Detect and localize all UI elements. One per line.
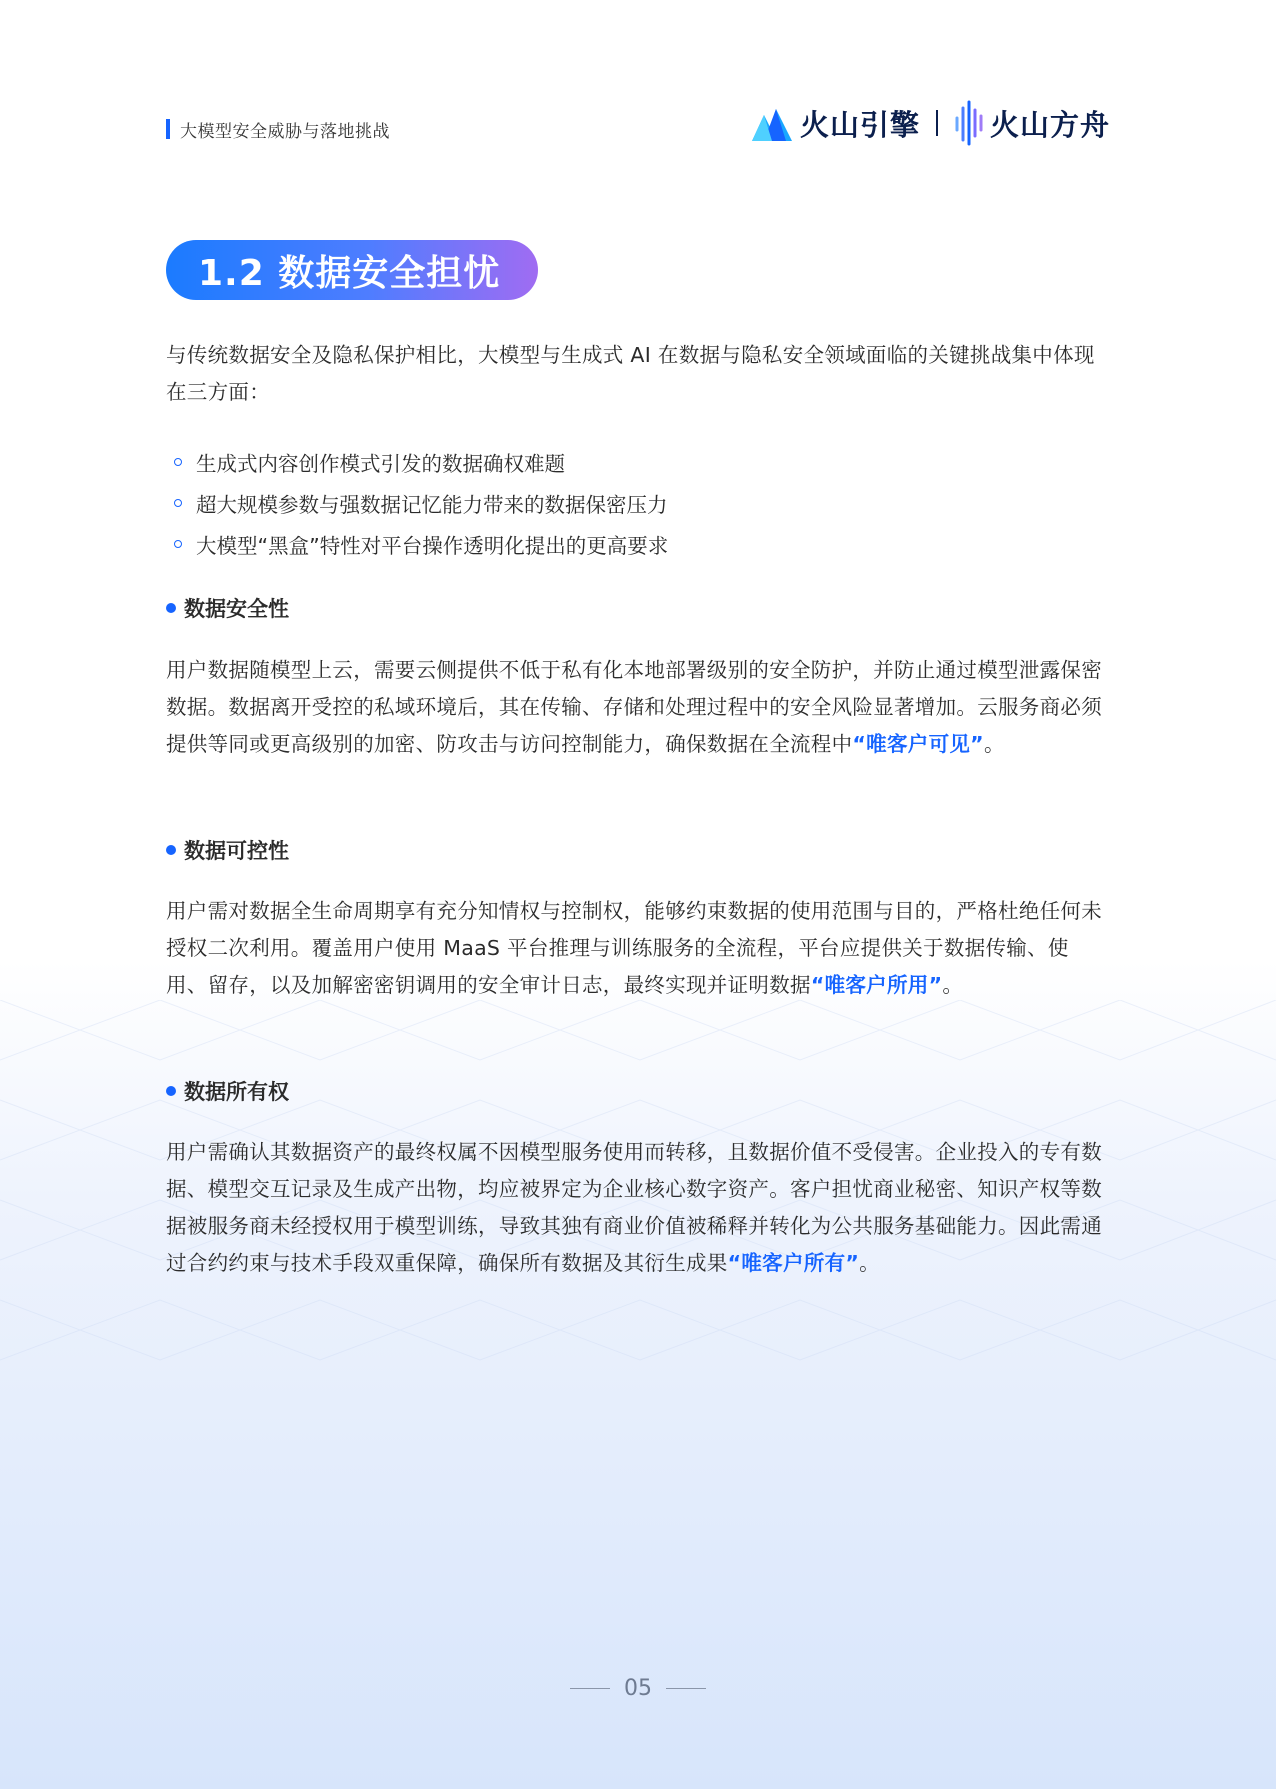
running-header-text: 大模型安全威胁与落地挑战 — [180, 121, 390, 142]
page-number: 05 — [624, 1676, 652, 1701]
page-footer — [0, 1676, 1276, 1701]
list-item — [174, 441, 1074, 482]
subsection-heading-text: 数据所有权 — [184, 1080, 289, 1104]
body-text: 用户需对数据全生命周期享有充分知情权与控制权，能够约束数据的使用范围与目的，严格杜绝任何未授权二次利用。覆盖用户使用 MaaS 平台推理与训练服务的全流程，平台应提供关于数据传输、使用、留存，以及加解密密钥调用的安全审计日志，最终实现并证明数据 — [166, 899, 1102, 997]
bullet-circle-icon — [174, 458, 182, 466]
list-item-text: 大模型“黑盒”特性对平台操作透明化提出的更高要求 — [196, 533, 669, 558]
intro-paragraph: 与传统数据安全及隐私保护相比，大模型与生成式 AI 在数据与隐私安全领域面临的关键挑战集中体现在三方面： — [166, 343, 1095, 404]
logo-separator — [936, 110, 938, 136]
heading-dot-icon — [166, 845, 176, 855]
heading-dot-icon — [166, 1086, 176, 1096]
subsection-body-security — [166, 652, 1110, 763]
subsection-body-ownership — [166, 1134, 1110, 1282]
footer-rule-left — [570, 1688, 610, 1689]
subsection-body-control — [166, 893, 1110, 1004]
bullet-circle-icon — [174, 540, 182, 548]
list-item-text: 超大规模参数与强数据记忆能力带来的数据保密压力 — [196, 492, 668, 517]
body-tail: 。 — [942, 973, 964, 997]
heading-dot-icon — [166, 603, 176, 613]
body-text: 用户数据随模型上云，需要云侧提供不低于私有化本地部署级别的安全防护，并防止通过模型泄露保密数据。数据离开受控的私域环境后，其在传输、存储和处理过程中的安全风险显著增加。云服务商必须提供等同或更高级别的加密、防攻击与访问控制能力，确保数据在全流程中 — [166, 658, 1102, 756]
highlight-text: “唯客户可见” — [852, 732, 984, 756]
highlight-text: “唯客户所有” — [727, 1251, 860, 1275]
brand2-name: 火山方舟 — [989, 107, 1110, 142]
body-tail: 。 — [983, 732, 1005, 756]
body-text: 用户需确认其数据资产的最终权属不因模型服务使用而转移，且数据价值不受侵害。企业投入的专有数据、模型交互记录及生成产出物，均应被界定为企业核心数字资产。客户担忧商业秘密、知识产权等数据被服务商未经授权用于模型训练，导致其独有商业价值被稀释并转化为公共服务基础能力。因此需通过合约约束与技术手段双重保障，确保所有数据及其衍生成果 — [166, 1140, 1102, 1275]
header-accent-bar — [166, 119, 170, 139]
challenge-list — [174, 441, 1074, 564]
brand1-name: 火山引擎 — [799, 107, 920, 142]
list-item — [174, 523, 1074, 564]
section-title-pill — [166, 240, 538, 300]
bullet-circle-icon — [174, 499, 182, 507]
brand-logos — [752, 100, 1110, 146]
subsection-heading-text: 数据安全性 — [184, 597, 289, 621]
section-title: 1.2 数据安全担忧 — [198, 252, 501, 294]
volcengine-logo-icon — [752, 103, 792, 143]
body-tail: 。 — [859, 1251, 880, 1275]
list-item-text: 生成式内容创作模式引发的数据确权难题 — [196, 451, 565, 476]
ark-logo-icon — [954, 100, 984, 146]
subsection-heading-control — [166, 835, 289, 865]
subsection-heading-ownership — [166, 1076, 289, 1106]
highlight-text: “唯客户所用” — [810, 973, 943, 997]
running-header — [166, 118, 390, 140]
footer-rule-right — [666, 1688, 706, 1689]
subsection-heading-security — [166, 593, 289, 623]
list-item — [174, 482, 1074, 523]
subsection-heading-text: 数据可控性 — [184, 839, 289, 863]
